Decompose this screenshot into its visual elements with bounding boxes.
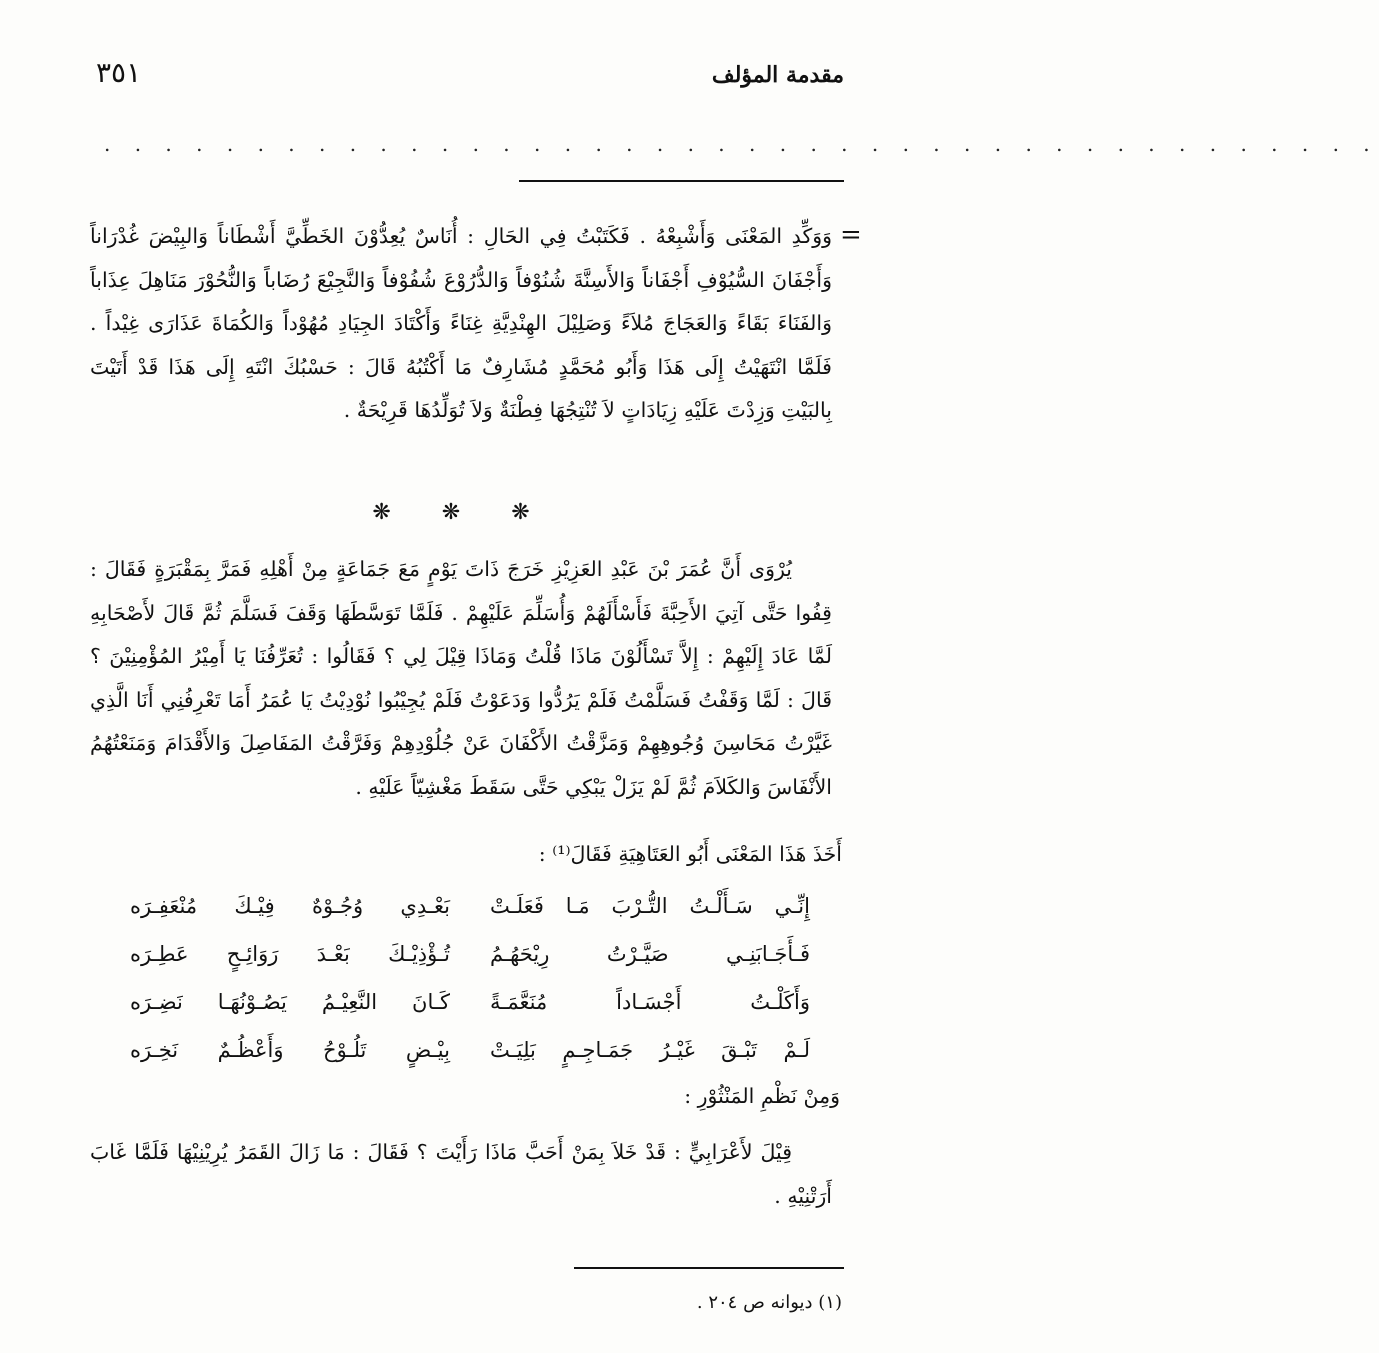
verse-second-hemistich: بِيْـضٍ تَلُـوْحُ وَأَعْظُـمٌ نَخِـرَه (130, 1038, 450, 1062)
paragraph-text: قِيْلَ لأَعْرَابِيٍّ : قَدْ خَلاَ بِمَنْ أَحَبَّ مَاذَا رَأَيْتَ ؟ فَقَالَ : مَا زَالَ القَمَرُ يُرِيْنِيْهَا فَلَمَّا غَابَ أَرَتْنِيْهِ . (90, 1140, 832, 1208)
poem-verse (130, 882, 810, 930)
poem (130, 882, 810, 1074)
paragraph-continued (90, 215, 832, 433)
poem-intro: أَخَذَ هَذَا المَعْنَى أَبُو العَتَاهِيَةِ فَقَالَ⁽¹⁾ : (538, 842, 842, 866)
continuation-mark: = (840, 220, 862, 250)
footnote: (١) ديوانه ص ٢٠٤ . (696, 1292, 842, 1313)
poem-verse (130, 930, 810, 978)
poem-verse (130, 978, 810, 1026)
verse-second-hemistich: بَعْـدِي وُجُـوْهٌ فِيْـكَ مُنْعَفِـرَه (130, 894, 450, 918)
prose-intro: وَمِنْ نَظْمِ المَنْثُوْرِ : (684, 1084, 840, 1108)
paragraph-text: وَوَكِّدِ المَعْنَى وَأَشْبِعْهُ . فَكَتَبْتُ فِي الحَالِ : أُنَاسٌ يُعِدُّوْنَ الخَطِّيَّ أَشْطَاناً وَالبِيْضَ غُدْرَاناً وَأَجْفَانَ السُّيُوْفِ أَجْفَاناً وَالأَسِنَّةَ شُنُوْفاً وَالدُّرُوْعَ شُفُوْفاً وَالنَّجِيْعَ رُضَاباً وَالنُّحُوْرَ مَنَاهِلَ عِذَاباً وَالفَنَاءَ بَقَاءً وَالعَجَاجَ مُلاَءً وَصَلِيْلَ الهِنْدِيَّةِ غِنَاءً وَأَكْتَادَ الجِيَادِ مُهُوْداً وَالكُمَاةَ عَذَارَى غِيْداً . فَلَمَّا انْتَهَيْتُ إِلَى هَذَا وَأَبُو مُحَمَّدٍ مُشَارِفٌ مَا أَكْتُبُهُ قَالَ : حَسْبُكَ انْتَهِ إِلَى هَذَا قَدْ أَتَيْتَ بِالبَيْتِ وَزِدْتَ عَلَيْهِ زِيَادَاتٍ لاَ تُنْتِجُهَا فِطْنَةٌ وَلاَ تُوَلِّدُهَا قَرِيْحَةٌ . (90, 224, 832, 422)
dotted-separator: . . . . . . . . . . . . . . . . . . . . . . . . . . . . . . . . . . . . . . . . . . (104, 132, 1379, 156)
verse-first-hemistich: وَأَكَلْـتُ أَجْسَـاداً مُنَعَّمَـةً (490, 990, 810, 1014)
verse-second-hemistich: تُـؤْذِيْـكَ بَعْـدَ رَوَائِـحٍ عَطِـرَه (130, 942, 450, 966)
verse-second-hemistich: كَـانَ النَّعِيْـمُ يَصُـوْنُهَـا نَضِـرَه (130, 990, 450, 1014)
page-number: ٣٥١ (96, 56, 142, 89)
footnote-rule (574, 1267, 844, 1269)
paragraph-bedouin (90, 1130, 832, 1218)
verse-first-hemistich: لَـمْ تَبْـقَ غَيْـرُ جَمَـاجِـمٍ بَلِيَـتْ (490, 1038, 810, 1062)
verse-first-hemistich: فَـأَجَـابَنِـي صَيَّـرْتُ رِيْحَهُـمُ (490, 942, 810, 966)
running-header-title: مقدمة المؤلف (711, 62, 844, 88)
poem-verse (130, 1026, 810, 1074)
section-divider-stars: ❋ ❋ ❋ (372, 500, 552, 525)
paragraph-umar (90, 548, 832, 809)
verse-first-hemistich: إِنِّـي سَـأَلْـتُ التُّـرْبَ مَـا فَعَلَـتْ (490, 894, 810, 918)
top-rule (519, 180, 844, 182)
paragraph-text: يُرْوَى أَنَّ عُمَرَ بْنَ عَبْدِ العَزِيْزِ خَرَجَ ذَاتَ يَوْمٍ مَعَ جَمَاعَةٍ مِنْ أَهْلِهِ فَمَرَّ بِمَقْبَرَةٍ فَقَالَ : قِفُوا حَتَّى آتِيَ الأَحِبَّةَ فَأَسْأَلَهُمْ وَأُسَلِّمَ عَلَيْهِمْ . فَلَمَّا تَوَسَّطَهَا وَقَفَ فَسَلَّمَ ثُمَّ قَالَ لأَصْحَابِهِ لَمَّا عَادَ إِلَيْهِمْ : إِلاَّ تَسْأَلُوْنَ مَاذَا قُلْتُ وَمَاذَا قِيْلَ لِي ؟ فَقَالُوا : تُعَرِّفُنَا يَا أَمِيْرُ المُؤْمِنِيْنَ ؟ قَالَ : لَمَّا وَقَفْتُ فَسَلَّمْتُ فَلَمْ يَرُدُّوا وَدَعَوْتُ فَلَمْ يُجِيْبُوا نُوْدِيْتُ يَا عُمَرُ أَمَا تَعْرِفُنِي أَنَا الَّذِي غَيَّرْتُ مَحَاسِنَ وُجُوهِهِمْ وَمَزَّقْتُ الأَكْفَانَ عَنْ جُلُوْدِهِمْ وَفَرَّقْتُ المَفَاصِلَ وَالأَقْدَامَ وَمَنَعْتُهُمُ الأَنْفَاسَ وَالكَلاَمَ ثُمَّ لَمْ يَزَلْ يَبْكِي حَتَّى سَقَطَ مَغْشِيّاً عَلَيْهِ . (90, 557, 832, 799)
